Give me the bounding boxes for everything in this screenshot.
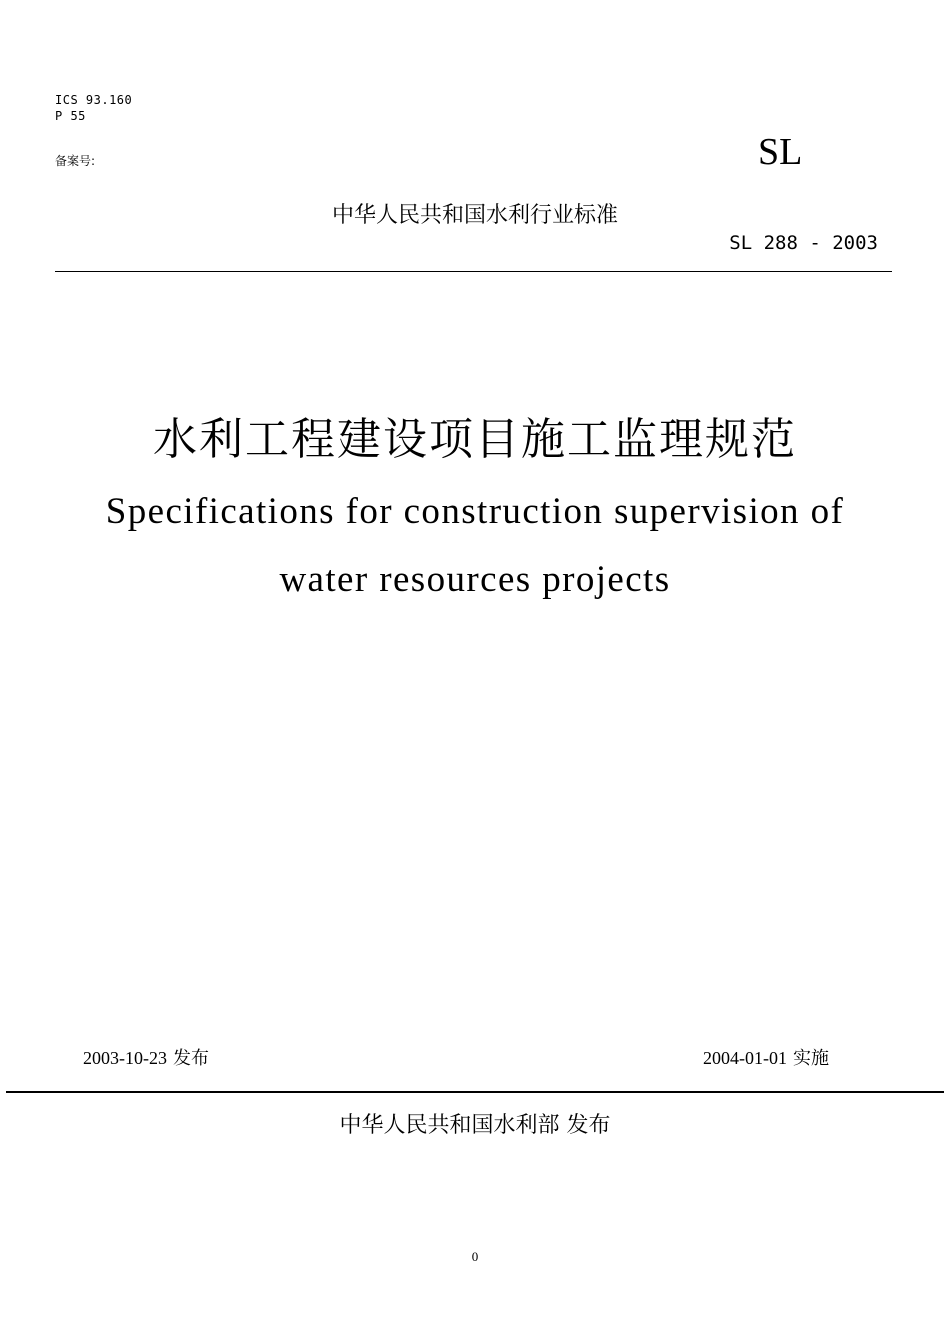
implementation-date-row <box>703 1046 829 1071</box>
implementation-label: 实施 <box>793 1048 829 1069</box>
page-number: 0 <box>471 1249 479 1264</box>
bottom-divider <box>6 1091 944 1093</box>
top-divider <box>55 271 892 272</box>
category-code: P 55 <box>55 109 86 123</box>
issue-label: 发布 <box>173 1048 209 1069</box>
title-english-line-2: water resources projects <box>279 559 671 600</box>
issuer: 中华人民共和国水利部 发布 <box>339 1113 611 1138</box>
standard-type: 中华人民共和国水利行业标准 <box>331 203 618 228</box>
implementation-date: 2004-01-01 <box>703 1048 787 1068</box>
title-english-line-1: Specifications for construction supervision of <box>105 491 845 532</box>
issue-date-row <box>83 1046 209 1071</box>
issue-date: 2003-10-23 <box>83 1048 167 1068</box>
sl-logo: SL <box>758 131 803 173</box>
ics-code: ICS 93.160 <box>55 93 133 107</box>
record-number-label: 备案号: <box>55 154 96 168</box>
title-chinese: 水利工程建设项目施工监理规范 <box>153 414 797 465</box>
standard-number: SL 288 - 2003 <box>729 232 878 254</box>
